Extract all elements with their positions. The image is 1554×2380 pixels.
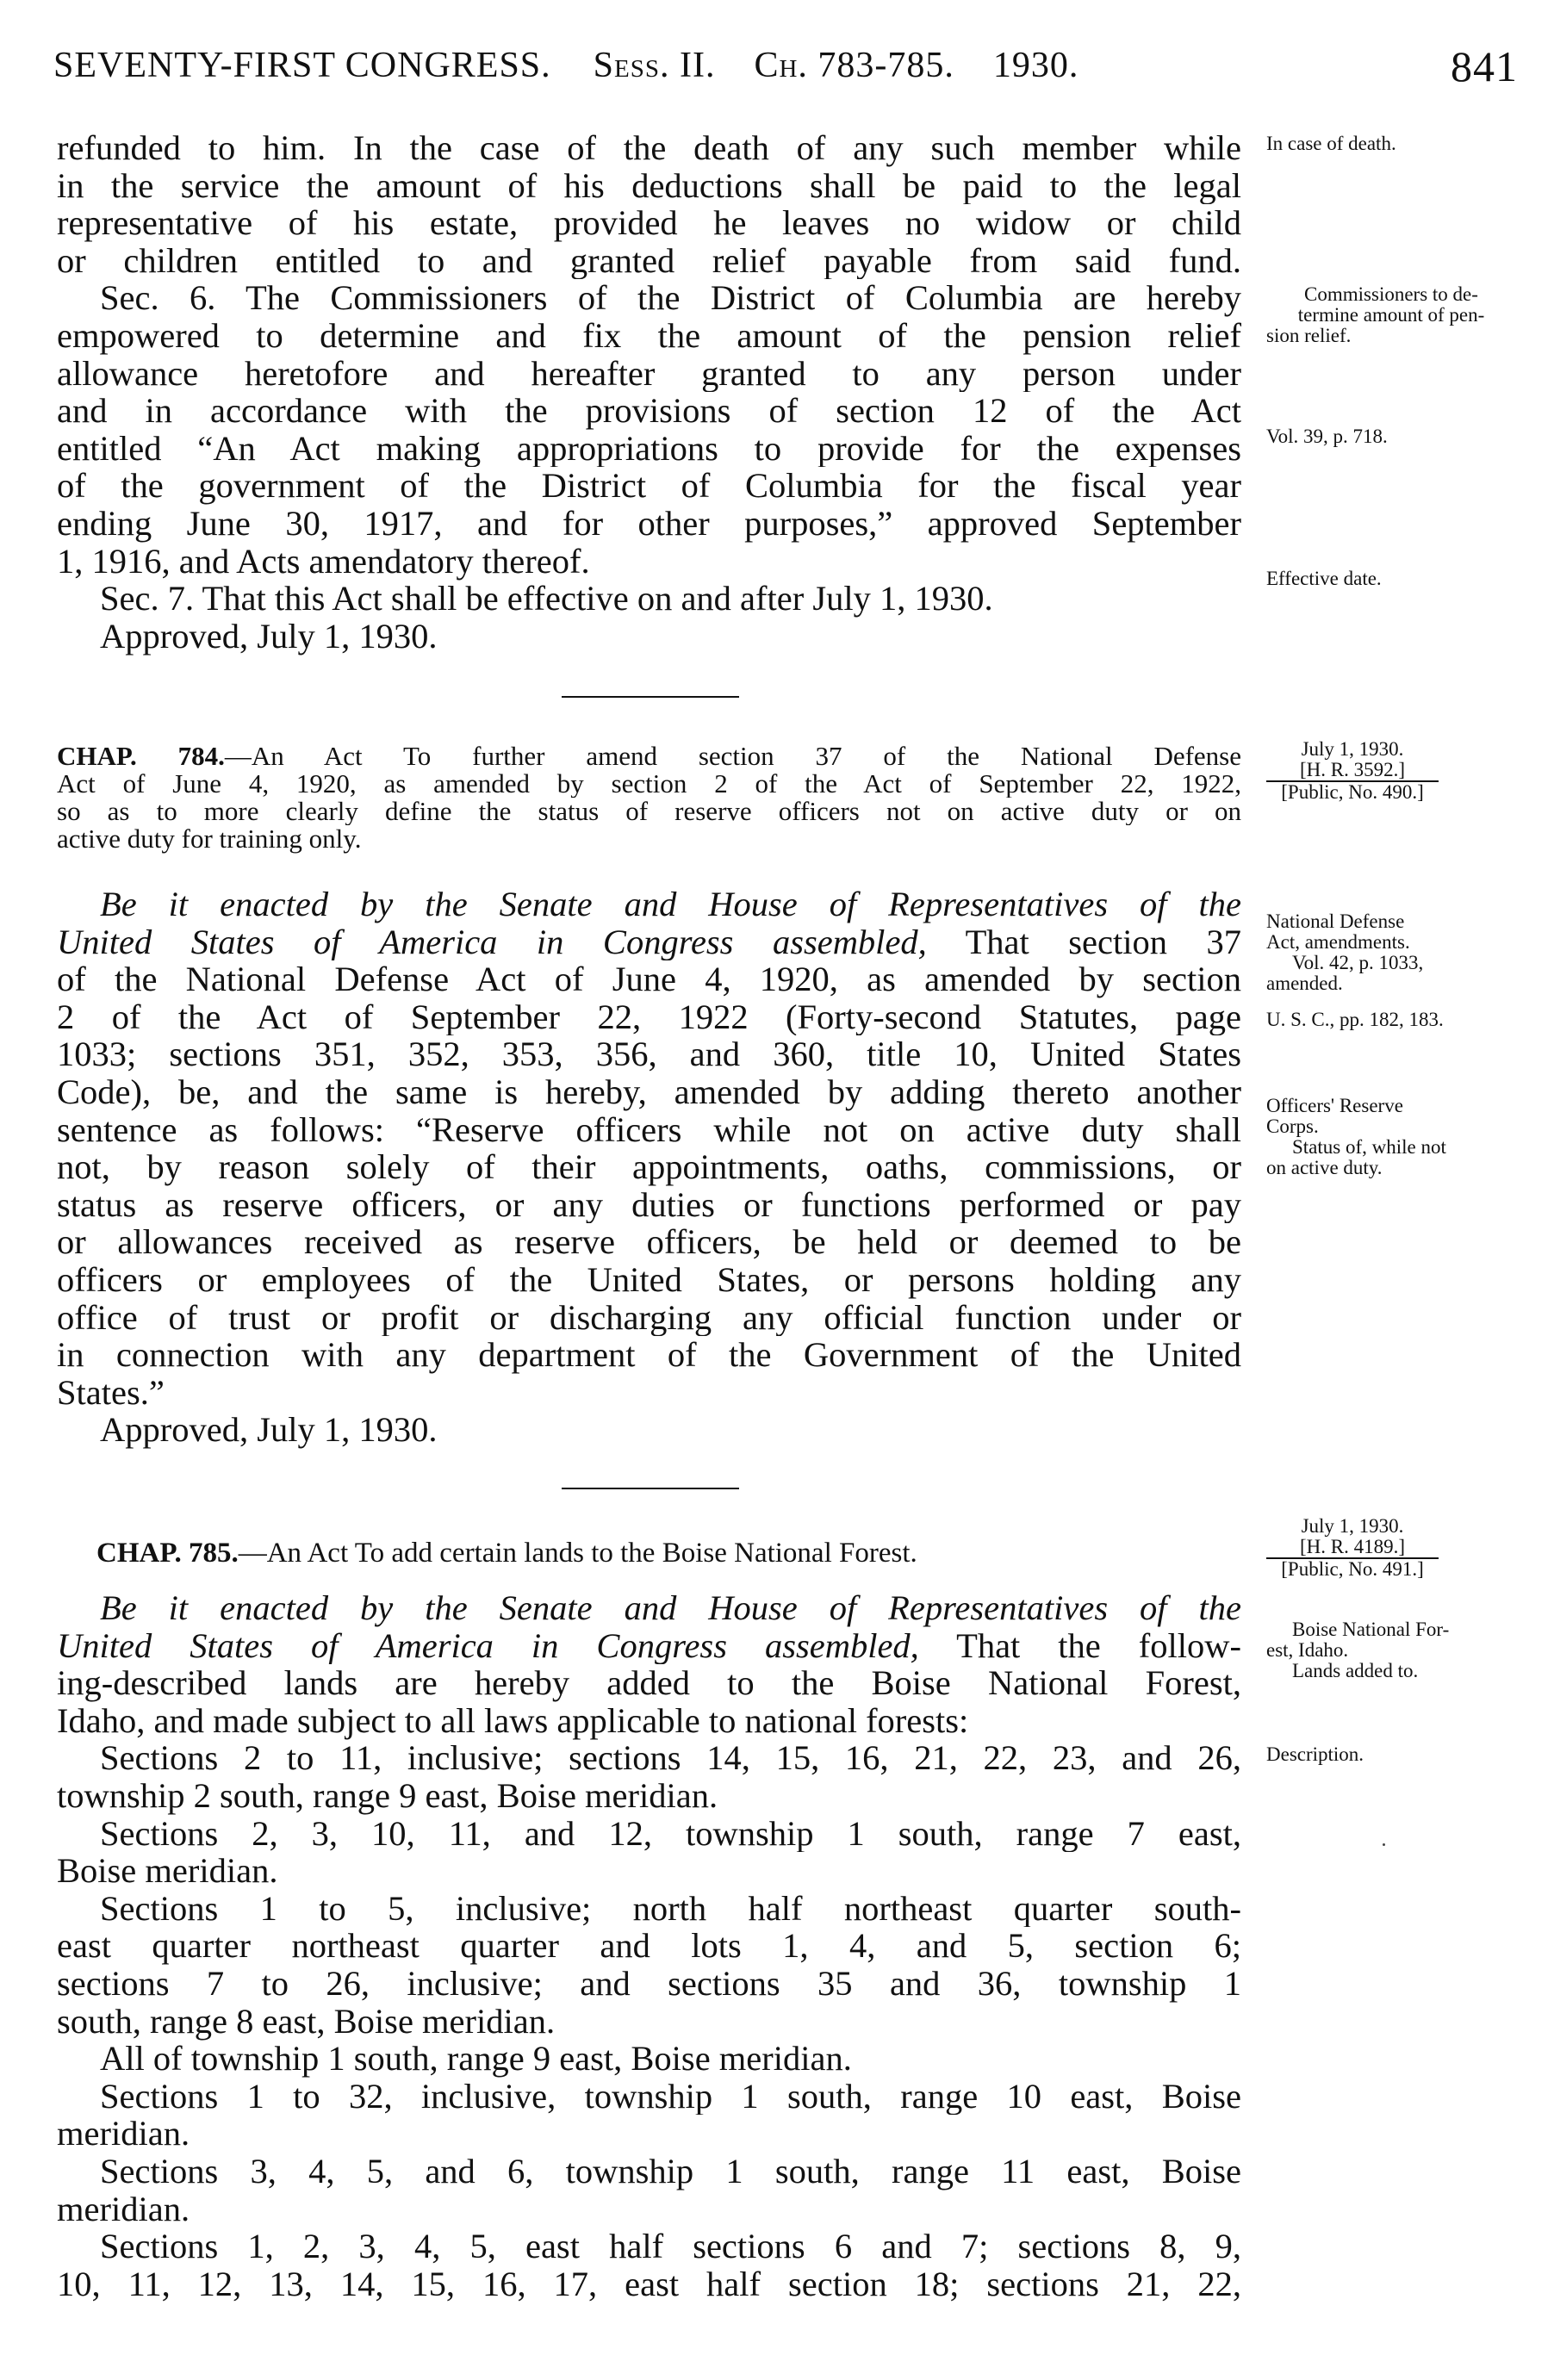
margin-note-description: Description. (1266, 1743, 1364, 1765)
margin-note-nda: National Defense Act, amendments. Vol. 42, p. 1033, amended. (1266, 910, 1424, 994)
text-line: meridian. (57, 2114, 190, 2153)
chapter-divider (562, 1488, 739, 1489)
text-line: Code), be, and the same is hereby, amended by adding thereto another (57, 1072, 1241, 1111)
margin-note-784-dates (1266, 739, 1439, 803)
text-line: empowered to determine and fix the amount of the pension relief (57, 316, 1241, 355)
section-6-line: Sec. 6. The Commissioners of the District of Columbia are hereby (100, 279, 1241, 317)
chapter-title-line: CHAP. 784.—An Act To further amend section 37 of the National Defense (57, 743, 1241, 770)
page-number: 841 (1451, 42, 1518, 90)
text-line: officers or employees of the United States, or persons holding any (57, 1260, 1241, 1299)
text-line: representative of his estate, provided he leaves no widow or child (57, 204, 1241, 242)
land-description: Sections 2, 3, 10, 11, and 12, township 1 south, range 7 east, (100, 1814, 1241, 1853)
text-line: of the National Defense Act of June 4, 1920, as amended by section (57, 960, 1241, 998)
enactment-date: July 1, 1930. (1301, 738, 1404, 760)
enacting-clause-line: United States of America in Congress assembled, That the follow- (57, 1626, 1241, 1665)
margin-note-effective: Effective date. (1266, 568, 1382, 589)
text-line: 10, 11, 12, 13, 14, 15, 16, 17, east half section 18; sections 21, 22, (57, 2265, 1241, 2303)
text-line: of the government of the District of Columbia for the fiscal year (57, 467, 1241, 505)
land-description: Sections 1 to 32, inclusive, township 1 south, range 10 east, Boise (100, 2077, 1241, 2116)
land-description: All of township 1 south, range 9 east, Boise meridian. (100, 2039, 852, 2079)
text-line: township 2 south, range 9 east, Boise meridian. (57, 1775, 718, 1815)
enacting-clause: Be it enacted by the Senate and House of Representatives of the (100, 886, 1241, 923)
chapter-title-line: active duty for training only. (57, 823, 362, 854)
chapter-title-line: CHAP. 785.—An Act To add certain lands to the Boise National Forest. (96, 1538, 917, 1569)
text-line: sentence as follows: “Reserve officers while not on active duty shall (57, 1110, 1241, 1149)
text-line: and in accordance with the provisions of section 12 of the Act (57, 392, 1241, 430)
bill-number: [H. R. 4189.] (1299, 1536, 1406, 1557)
section-783-tail (57, 129, 1241, 655)
text-line: not, by reason solely of their appointments, oaths, commissions, or (57, 1148, 1241, 1186)
text-line: office of trust or profit or discharging any official function under or (57, 1298, 1241, 1337)
text-line: Boise meridian. (57, 1851, 278, 1891)
text-line: 2 of the Act of September 22, 1922 (Forty-second Statutes, page (57, 997, 1241, 1036)
chapter-divider (562, 696, 739, 698)
public-law-number: [Public, No. 491.] (1266, 1557, 1439, 1580)
chapter-range: Ch. 783-785. (754, 46, 954, 85)
chapter-784-label: CHAP. 784. (57, 743, 225, 770)
enacting-clause: Be it enacted by the Senate and House of Representatives of the (100, 1589, 1241, 1627)
print-speck (1383, 1843, 1385, 1846)
margin-note-commissioners: Commissioners to de- termine amount of pen- sion relief. (1266, 283, 1485, 346)
text-line: ending June 30, 1917, and for other purposes,” approved September (57, 504, 1241, 543)
text-line: or allowances received as reserve officers, be held or deemed to be (57, 1223, 1241, 1261)
bill-number: [H. R. 3592.] (1299, 759, 1406, 780)
text-line: in the service the amount of his deductions shall be paid to the legal (57, 166, 1241, 205)
margin-note-785-dates (1266, 1516, 1439, 1580)
session-label: Sess. II. (593, 46, 716, 85)
text-line: 1, 1916, and Acts amendatory thereof. (57, 541, 590, 581)
chapter-title-line: Act of June 4, 1920, as amended by section 2 of the Act of September 22, 1922, (57, 770, 1241, 798)
text-line: meridian. (57, 2189, 190, 2228)
margin-note-volume: Vol. 39, p. 718. (1266, 426, 1388, 447)
text-line: south, range 8 east, Boise meridian. (57, 2001, 556, 2041)
text-line: east quarter northeast quarter and lots 1, 4, and 5, section 6; (57, 1927, 1241, 1965)
chapter-785-label: CHAP. 785. (96, 1538, 239, 1569)
text-line: in connection with any department of the Government of the United (57, 1336, 1241, 1374)
text-line: allowance heretofore and hereafter granted to any person under (57, 354, 1241, 393)
text-line: sections 7 to 26, inclusive; and sections 35 and 36, township 1 (57, 1964, 1241, 2003)
text-line: 1033; sections 351, 352, 353, 356, and 360, title 10, United States (57, 1035, 1241, 1073)
margin-note-reserve: Officers' Reserve Corps. Status of, while not on active duty. (1266, 1095, 1446, 1178)
text-line: status as reserve officers, or any duties or functions performed or pay (57, 1185, 1241, 1224)
enactment-date: July 1, 1930. (1301, 1515, 1404, 1537)
land-description: Sections 1 to 5, inclusive; north half northeast quarter south- (100, 1889, 1241, 1928)
margin-note-usc: U. S. C., pp. 182, 183. (1266, 1009, 1444, 1030)
margin-note-death: In case of death. (1266, 133, 1396, 154)
chapter-title-line: so as to more clearly define the status of reserve officers not on active duty or on (57, 798, 1241, 825)
header-year: 1930. (992, 46, 1079, 85)
text-line: entitled “An Act making appropriations to provide for the expenses (57, 429, 1241, 468)
text-line: ing-described lands are hereby added to the Boise National Forest, (57, 1664, 1241, 1702)
text-line: States.” (57, 1372, 165, 1412)
chapter-785 (57, 1539, 1241, 2302)
running-header (53, 42, 1518, 96)
header-left (53, 45, 1078, 86)
enacting-clause-line: United States of America in Congress assembled, That section 37 (57, 923, 1241, 961)
land-description: Sections 1, 2, 3, 4, 5, east half sections 6 and 7; sections 8, 9, (100, 2228, 1241, 2265)
text-line: or children entitled to and granted relief payable from said fund. (57, 241, 1241, 280)
chapter-784 (57, 743, 1241, 1449)
text-line: Idaho, and made subject to all laws applicable to national forests: (57, 1700, 969, 1740)
margin-note-forest: Boise National For- est, Idaho. Lands added to. (1266, 1619, 1450, 1681)
land-description: Sections 3, 4, 5, and 6, township 1 south, range 11 east, Boise (100, 2152, 1241, 2190)
section-7-line: Sec. 7. That this Act shall be effective on and after July 1, 1930. (100, 579, 993, 618)
running-title: SEVENTY-FIRST CONGRESS. (53, 46, 551, 85)
approval-line: Approved, July 1, 1930. (100, 1410, 438, 1450)
text-line: refunded to him. In the case of the death of any such member while (57, 129, 1241, 167)
approval-line: Approved, July 1, 1930. (100, 616, 438, 656)
land-description: Sections 2 to 11, inclusive; sections 14, 15, 16, 21, 22, 23, and 26, (100, 1739, 1241, 1777)
public-law-number: [Public, No. 490.] (1266, 780, 1439, 803)
